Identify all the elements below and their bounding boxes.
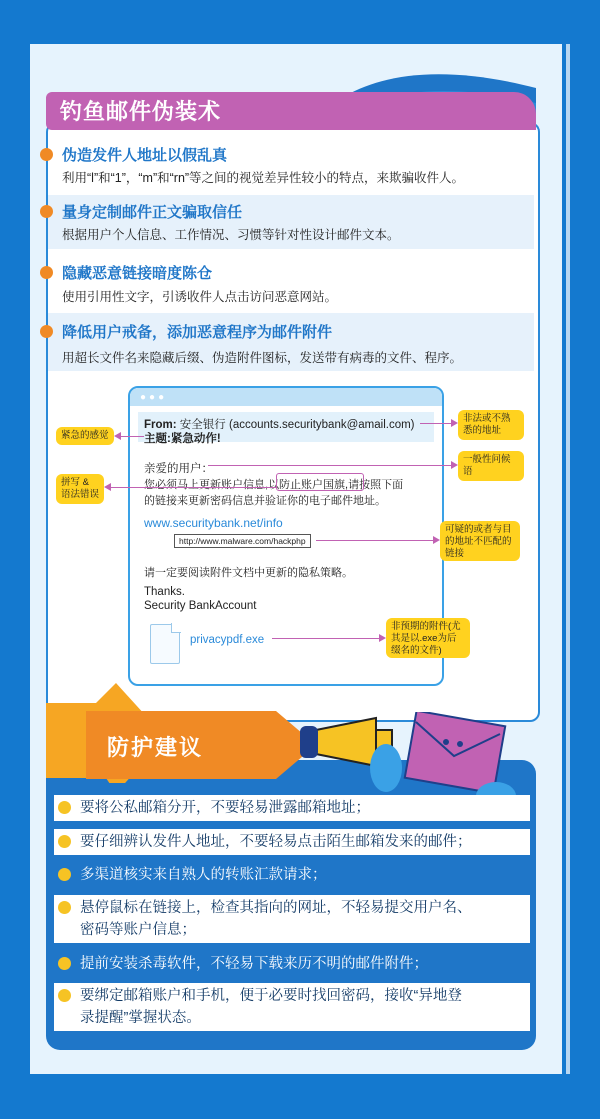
attachment-file-icon xyxy=(150,624,180,664)
spelling-highlight xyxy=(276,473,364,491)
arrow-illegal-address xyxy=(420,423,456,424)
email-signature: Security BankAccount xyxy=(144,600,257,612)
advice-item xyxy=(54,829,530,855)
bullet-dot-icon xyxy=(58,835,71,848)
trick-title: 量身定制邮件正文骗取信任 xyxy=(62,204,243,221)
tag-mismatch-link: 可疑的或者与目的地址不匹配的链接 xyxy=(440,521,520,561)
email-body-line: 的链接来更新密码信息并验证你的电子邮件地址。 xyxy=(144,495,386,507)
advice-text: 悬停鼠标在链接上，检查其指向的网址，不轻易提交用户名、 xyxy=(80,900,472,916)
right-edge-strip xyxy=(566,44,570,1074)
advice-item xyxy=(54,862,530,888)
bullet-dot-icon xyxy=(58,868,71,881)
window-dots-icon: ●●● xyxy=(140,392,168,403)
email-body-line: 您必须马上更新账户信息,以防止账户国旗,请按照下面 xyxy=(144,479,404,491)
advice-item xyxy=(54,951,530,977)
trick-title: 降低用户戒备，添加恶意程序为邮件附件 xyxy=(62,324,333,341)
bullet-dot-icon xyxy=(40,325,53,338)
tag-spelling: 拼写 & 语法错误 xyxy=(56,474,104,504)
bullet-dot-icon xyxy=(58,801,71,814)
title-tab-extension xyxy=(316,92,536,130)
email-from: From: 安全银行 (accounts.securitybank@amail.com) xyxy=(144,419,415,431)
bullet-dot-icon xyxy=(40,205,53,218)
envelope-mascot-icon xyxy=(366,712,526,808)
trick-description: 使用引用性文字，引诱收件人点击访问恶意网站。 xyxy=(62,290,338,304)
suspicious-link[interactable]: www.securitybank.net/info xyxy=(144,516,283,530)
misspelled-phrase: 以防止账户国旗, xyxy=(268,479,349,491)
advice-text: 录提醒”掌握状态。 xyxy=(80,1010,201,1026)
bullet-dot-icon xyxy=(40,266,53,279)
advice-title: 防护建议 xyxy=(107,735,204,760)
advice-item xyxy=(54,795,530,821)
arrow-urgent xyxy=(116,436,144,437)
trick-description: 用超长文件名来隐藏后缀、伪造附件图标，发送带有病毒的文件、程序。 xyxy=(62,351,463,365)
arrow-mismatch-link xyxy=(316,540,438,541)
trick-description: 根据用户个人信息、工作情况、习惯等针对性设计邮件文本。 xyxy=(62,228,400,242)
advice-item xyxy=(54,983,530,1031)
advice-item xyxy=(54,895,530,943)
advice-text: 要绑定邮箱账户和手机，便于必要时找回密码，接收“异地登 xyxy=(80,988,462,1004)
email-subject: 主题:紧急动作! xyxy=(144,433,221,445)
advice-text: 要将公私邮箱分开，不要轻易泄露邮箱地址； xyxy=(80,800,370,816)
email-titlebar xyxy=(130,388,442,406)
hover-url-tooltip: http://www.malware.com/hackphp xyxy=(174,534,311,548)
tag-unexpected-attachment: 非预期的附件(尤其是以.exe为后缀名的文件) xyxy=(386,618,470,658)
trick-item xyxy=(48,317,534,371)
bullet-dot-icon xyxy=(58,989,71,1002)
bullet-dot-icon xyxy=(58,957,71,970)
top-frame xyxy=(0,0,600,44)
section-title: 钓鱼邮件伪装术 xyxy=(60,99,222,124)
bullet-dot-icon xyxy=(40,148,53,161)
tag-urgent: 紧急的感觉 xyxy=(56,427,114,445)
advice-text: 密码等账户信息； xyxy=(80,922,196,938)
arrow-spelling xyxy=(106,487,276,488)
advice-text: 提前安装杀毒软件，不轻易下载来历不明的邮件附件； xyxy=(80,956,428,972)
bullet-dot-icon xyxy=(58,901,71,914)
attachment-link[interactable]: privacypdf.exe xyxy=(190,634,265,646)
trick-title: 伪造发件人地址以假乱真 xyxy=(62,147,228,164)
trick-item xyxy=(48,258,534,312)
trick-item xyxy=(48,197,534,251)
trick-title: 隐藏恶意链接暗度陈仓 xyxy=(62,265,213,282)
trick-item xyxy=(48,140,534,194)
advice-text: 要仔细辨认发件人地址，不要轻易点击陌生邮箱发来的邮件； xyxy=(80,834,472,850)
arrow-unexpected-attachment xyxy=(272,638,384,639)
tag-generic-greeting: 一般性问候语 xyxy=(458,451,524,481)
arrow-generic-greeting xyxy=(208,465,456,466)
tag-illegal-address: 非法或不熟悉的地址 xyxy=(458,410,524,440)
trick-description: 利用“l”和“1”，“m”和“rn”等之间的视觉差异性较小的特点，来欺骗收件人。 xyxy=(62,171,465,185)
email-body-line: 请一定要阅读附件文档中更新的隐私策略。 xyxy=(144,567,353,579)
email-greeting: 亲爱的用户： xyxy=(144,463,213,475)
advice-text: 多渠道核实来自熟人的转账汇款请求； xyxy=(80,867,327,883)
email-thanks: Thanks. xyxy=(144,586,185,598)
